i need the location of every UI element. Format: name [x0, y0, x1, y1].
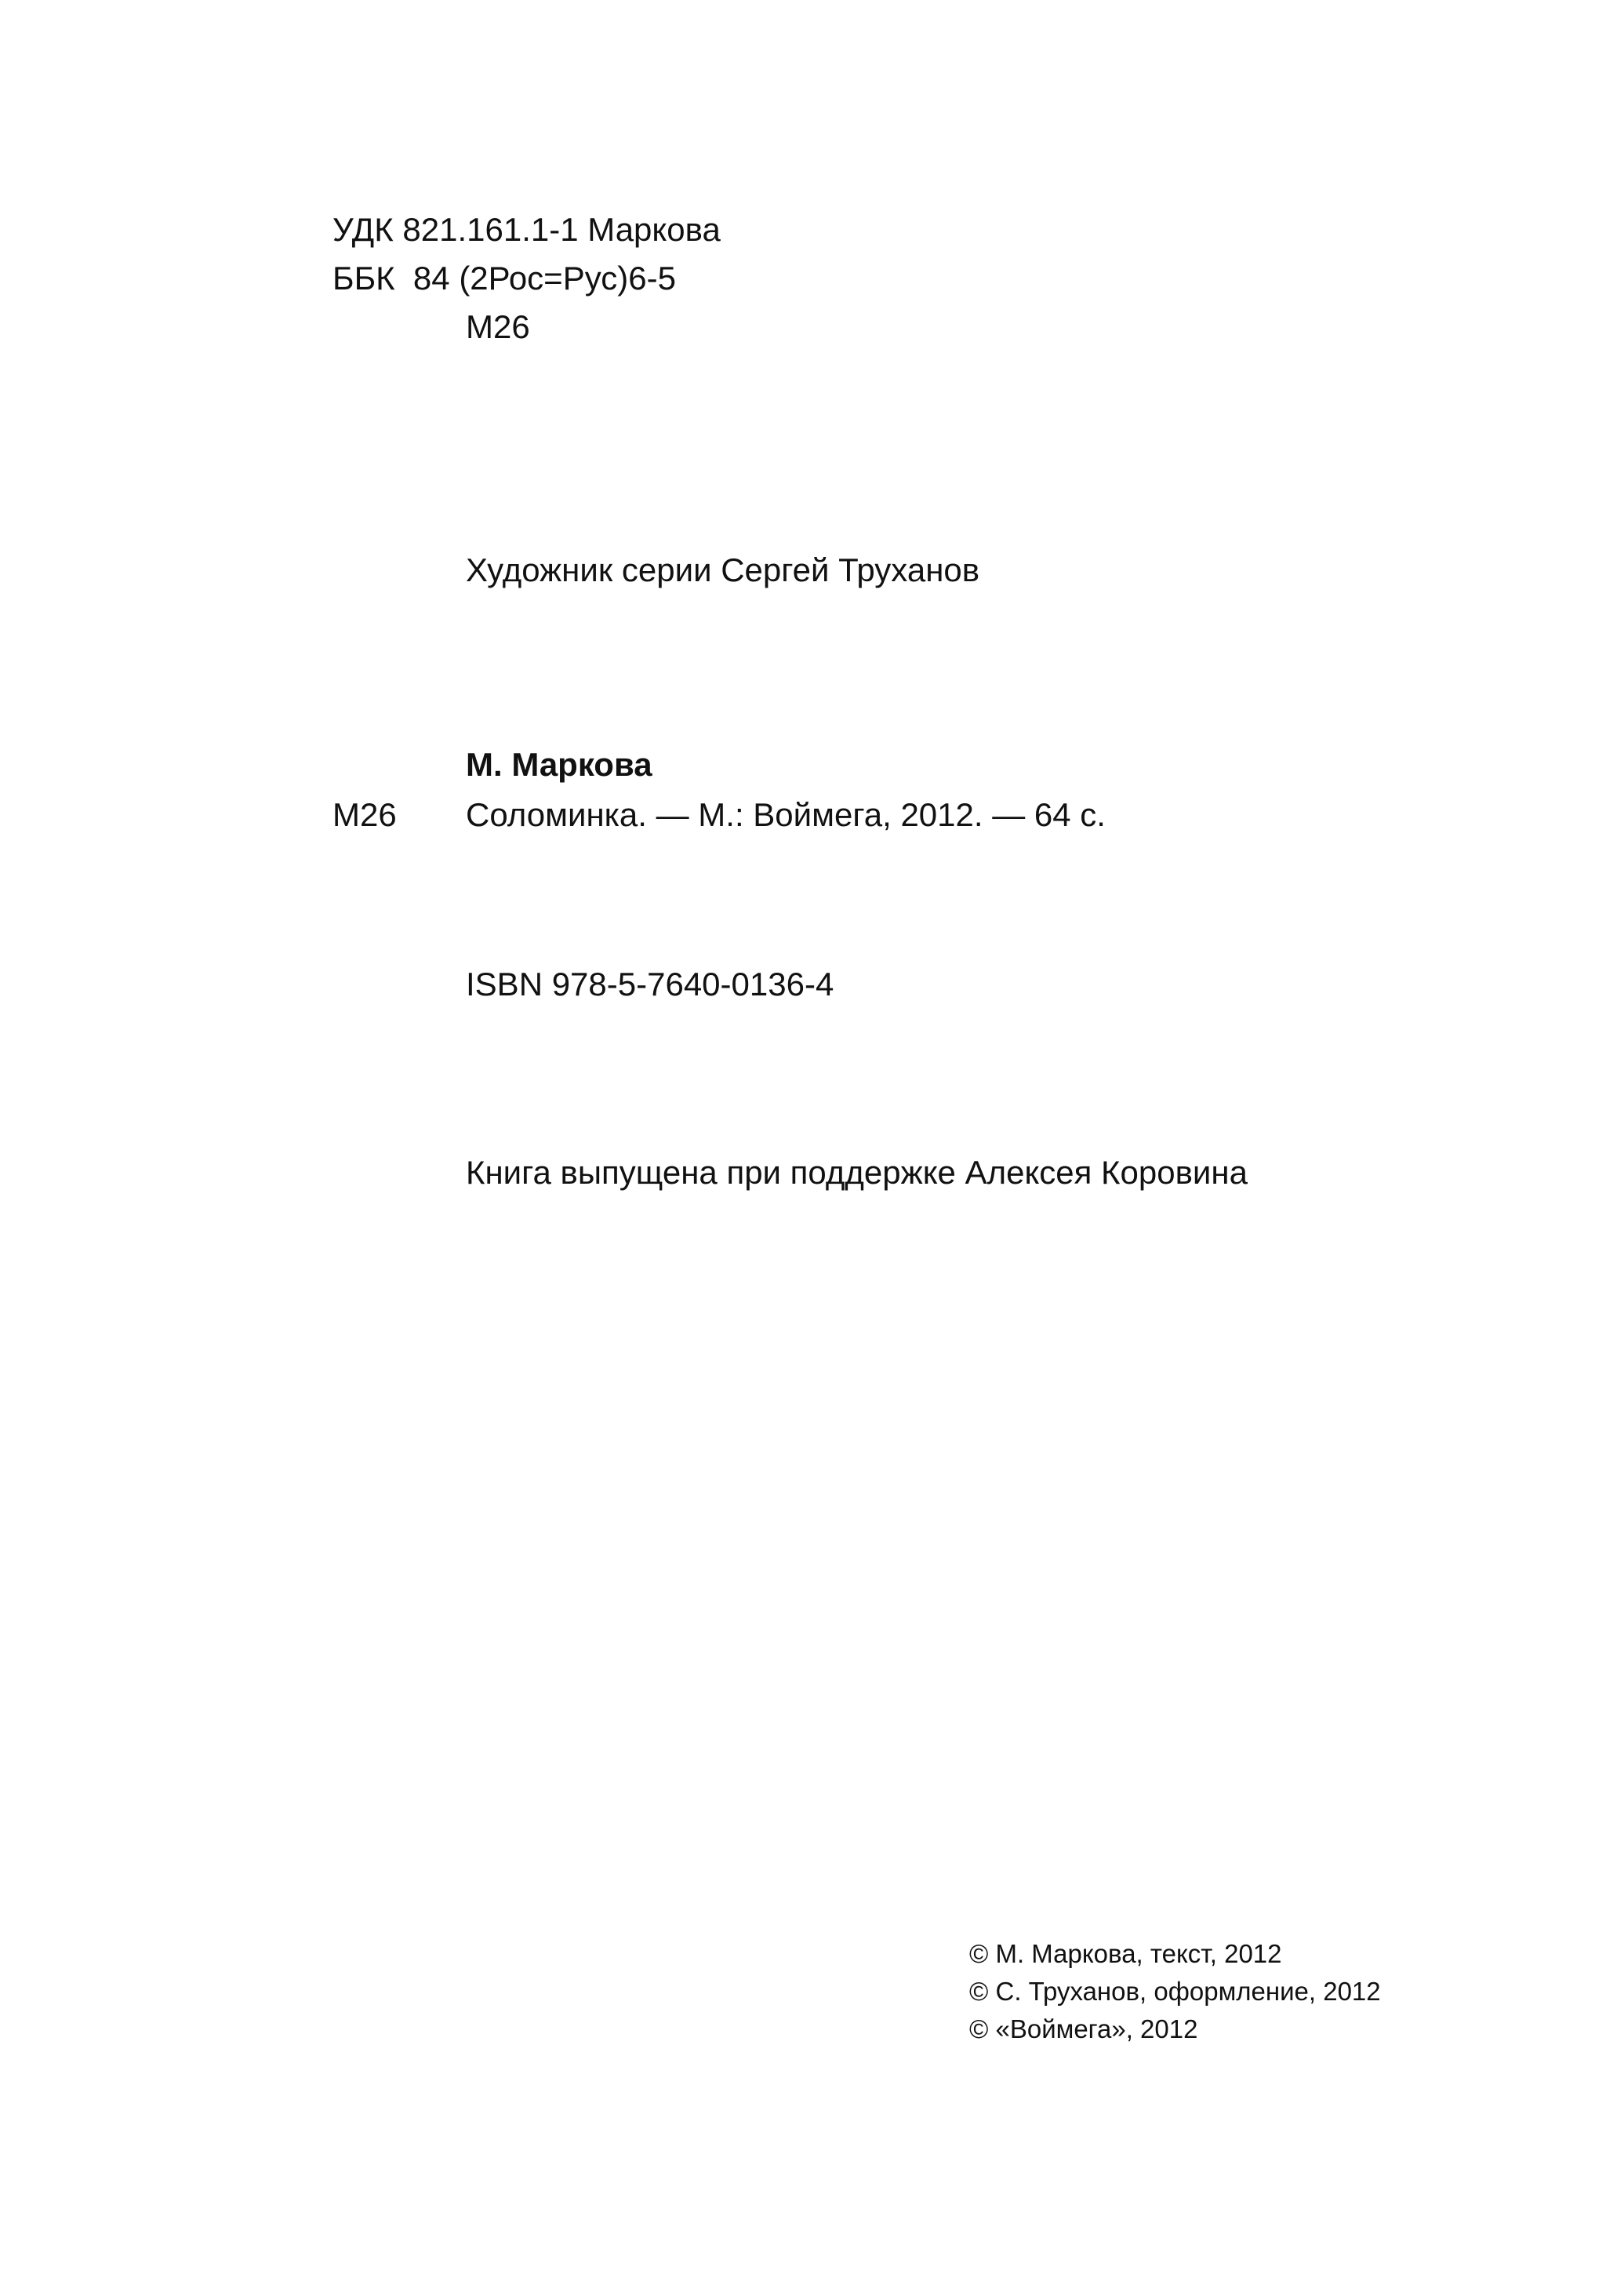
- copyright-line: © М. Маркова, текст, 2012: [969, 1939, 1282, 1968]
- illustrator-credit: Художник серии Сергей Труханов: [466, 551, 980, 588]
- support-note: Книга выпущена при поддержке Алексея Коровина: [466, 1154, 1248, 1191]
- author-mark: М26: [466, 308, 530, 345]
- udk-code: УДК 821.161.1-1 Маркова: [332, 211, 721, 248]
- isbn-number: ISBN 978-5-7640-0136-4: [466, 966, 834, 1002]
- record-mark: М26: [332, 796, 397, 833]
- book-author: М. Маркова: [466, 746, 652, 783]
- bbk-code: ББК 84 (2Рос=Рус)6-5: [332, 260, 676, 297]
- copyright-line: © «Воймега», 2012: [969, 2014, 1198, 2043]
- copyright-line: © С. Труханов, оформление, 2012: [969, 1977, 1381, 2006]
- book-description: Соломинка. — М.: Воймега, 2012. — 64 с.: [466, 796, 1106, 833]
